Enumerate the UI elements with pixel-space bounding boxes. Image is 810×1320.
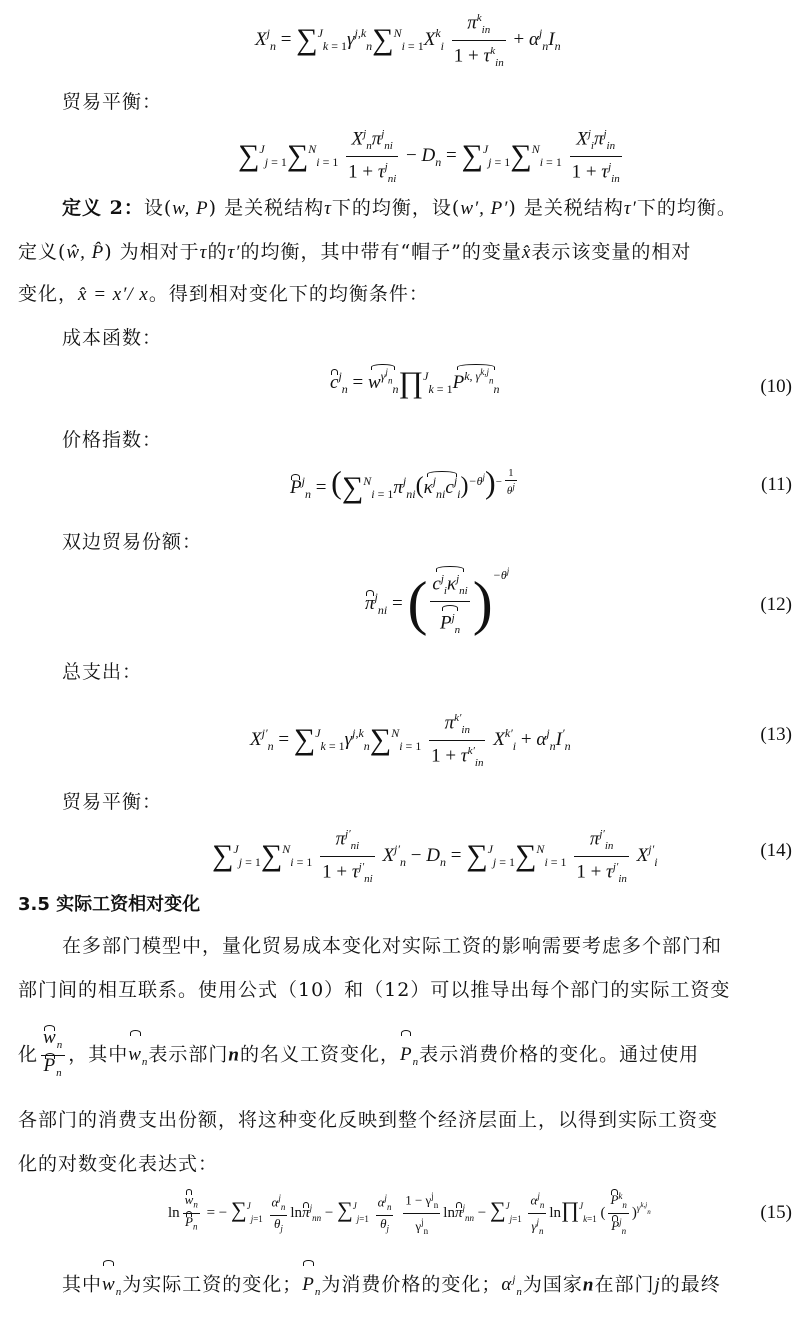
bilateral-share-label: 双边贸易份额： (62, 531, 203, 553)
equation-trade-balance-base: ∑$^J_{j = 1}$∑$^N_{i = 1}$ $\frac{X^j_n\pi^j_{ni}}{1 + \tau^j_{ni}}$ − $D_n = \sum^J_{j = 1}\sum^N_{i = 1}$ $\frac{X^j_i\pi^j_{in}}{1 + \tau^j_{in}}$ (238, 124, 625, 189)
text-span: ) 是关税结构 (508, 197, 624, 219)
equation-number: (11) (761, 474, 792, 495)
math-span: j (654, 1274, 661, 1296)
definition-label: 定义 2： (62, 197, 144, 219)
trade-balance-label-2: 贸易平衡： (62, 791, 163, 813)
paragraph-last-line: 其中$w_n$为实际工资的变化；$P_n$为消费价格的变化；$\alpha^j_n$为国家n在部门j的最终 (62, 1258, 796, 1314)
text-span: 化 (18, 1043, 39, 1066)
text-span: 变化， (18, 283, 79, 305)
section-heading: 3.5 实际工资相对变化 (18, 894, 201, 915)
text-span: 为实际工资的变化； (122, 1273, 303, 1296)
paragraph-line: 各部门的消费支出份额，将这种变化反映到整个经济层面上，以得到实际工资变 (18, 1109, 719, 1131)
text-span: 的名义工资变化， (240, 1043, 401, 1066)
equation-number: (12) (760, 594, 792, 615)
text-span: ) 是关税结构 (208, 197, 325, 219)
text-span: 设( (143, 197, 173, 219)
paragraph-line: 部门间的相互联系。使用公式（10）和（12）可以推导出每个部门的实际工资变 (18, 979, 731, 1001)
text-span: 为消费价格的变化； (321, 1273, 502, 1296)
equation-number: (10) (760, 376, 792, 397)
math-span: n (228, 1044, 240, 1066)
text-span: 的最终 (660, 1273, 721, 1296)
math-span: τ (324, 198, 332, 219)
equation-10: $c^j_n$ = $w^{\gamma^j_n}_n\prod^J_{k = 1}P^{k, \gamma^{k,j}_n}_n$ (330, 366, 500, 399)
text-span: 。得到相对变化下的均衡条件： (148, 283, 429, 305)
text-span: 下的均衡，设( (331, 197, 461, 219)
equation-number: (15) (760, 1202, 792, 1223)
math-span: w, P (172, 198, 209, 219)
text-span: ) 为相对于 (104, 241, 200, 263)
price-index-label: 价格指数： (62, 429, 163, 451)
text-span: ，其中 (68, 1043, 129, 1066)
text-span: 表示部门 (148, 1043, 229, 1066)
paragraph-line-real-wage: 化 $\frac{w_n}{P_n}$ ，其中$w_n$表示部门n的名义工资变化，$P_n$表示消费价格的变化。通过使用 (18, 1028, 796, 1084)
math-span: τ′ (623, 198, 637, 219)
text-span: 的 (207, 241, 228, 263)
real-wage-fraction: $\frac{w_n}{P_n}$ (43, 1027, 64, 1079)
math-span: x̂ = x′/ x (78, 284, 149, 305)
equation-15: ln $\frac{w_n}{P_n}$ = − ∑$^J_{j=1}$ $\frac{\alpha^j_n}{\theta_j}$ lnπ$^j_{nn}$ − ∑$^J_{j=1}$ $\frac{\alpha^j_n}{\theta_j}$ $\frac{1 - \gamma^j_n}{\gamma^j_n}$ lnπ$^j_{nn}$ − ∑$^J_{j=1}$ $\frac{\alpha^j_n}{\gamma^j_n}$ ln∏$^J_{k=1}$ ( $\frac{P^k_n}{P^j_n}$ )$^{\gamma^{k,j}_n}$ (168, 1188, 651, 1239)
math-span: w′, P′ (460, 198, 509, 219)
text-span: 其中 (62, 1273, 103, 1296)
math-span: ŵ, P̂ (66, 242, 105, 263)
equation-number: (13) (760, 724, 792, 745)
paragraph-line: 化的对数变化表达式： (18, 1153, 219, 1175)
text-span: 的均衡，其中带有“帽子”的变量 (240, 241, 522, 263)
text-span: 定义( (18, 241, 67, 263)
math-span: n (582, 1274, 595, 1296)
equation-14: ∑$^J_{j = 1}$∑$^N_{i = 1}$ $\frac{\pi^{j'}_{ni}}{1 + \tau^{j'}_{ni}}$ $X^{j'}_n - D_n = \sum^J_{j = 1}\sum^N_{i = 1}$ $\frac{\pi^{j'}_{in}}{1 + \tau^{j'}_{in}}$ $X^{j'}_i$ (212, 824, 658, 889)
trade-balance-label-1: 贸易平衡： (62, 91, 163, 113)
definition-2-line-3 (18, 272, 796, 317)
equation-total-expenditure-base: $X^j_n = \sum^J_{k = 1}\gamma^{j,k}_n\sum^N_{i = 1}X^k_i$ $\frac{\pi^k_{in}}{1 + \tau^k_{in}}$ + $\alpha^j_nI_n$ (255, 8, 561, 73)
equation-11: $P^j_n = (\sum^N_{i = 1}\pi^j_{ni}(\kappa^j_{ni}c^j_i)^{-\theta^j})^{- \frac{1}{\theta^j}}$ (290, 464, 515, 504)
text-span: 表示消费价格的变化。通过使用 (419, 1043, 700, 1066)
equation-12: $\pi^j_{ni}$ = ( $\frac{c^j_i\kappa^j_{ni}}{P^j_n}$ )$^{-\theta^j}$ (365, 566, 509, 640)
text-span: 为国家 (522, 1273, 583, 1296)
text-span: 在部门 (594, 1273, 655, 1296)
total-expenditure-label: 总支出： (62, 661, 143, 683)
cost-function-label: 成本函数： (62, 327, 163, 349)
definition-2-line-2 (18, 230, 796, 275)
math-span: τ (199, 242, 208, 263)
text-span: 下的均衡。 (636, 197, 737, 219)
equation-number: (14) (760, 840, 792, 861)
equation-13: $X^{j'}_n = \sum^J_{k = 1}\gamma^{j,k}_n\sum^N_{i = 1}$ $\frac{\pi^{k'}_{in}}{1 + \tau^{k'}_{in}}$ $X^{k'}_i + \alpha^j_nI'_n$ (250, 708, 571, 773)
text-span: 表示该变量的相对 (531, 241, 692, 263)
paragraph-line: 在多部门模型中，量化贸易成本变化对实际工资的影响需要考虑多个部门和 (62, 935, 723, 957)
definition-2-line-1 (62, 186, 796, 231)
math-span: x̂ (521, 242, 532, 263)
math-span: τ′ (227, 242, 241, 263)
